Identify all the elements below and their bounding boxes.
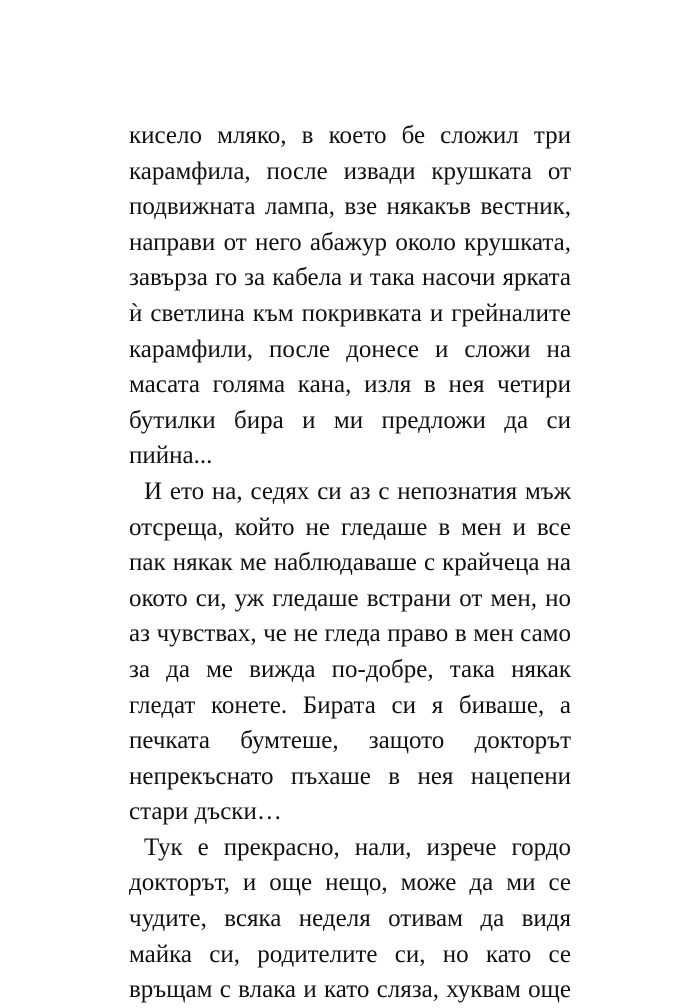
text-line: направи от него абажур около крушката, xyxy=(129,228,571,256)
text-line: бутилки бира и ми предложи да си xyxy=(129,406,571,434)
text-line: гледат конете. Бирата си я биваше, а xyxy=(129,691,571,719)
text-line: връщам с влака и като сляза, хуквам още xyxy=(129,976,571,1004)
text-line: подвижната лампа, взе някакъв вестник, xyxy=(129,193,571,221)
text-line: карамфила, после извади крушката от xyxy=(129,157,571,185)
text-line: окото си, уж гледаше встрани от мен, но xyxy=(129,584,571,612)
text-line: отсреща, който не гледаше в мен и все xyxy=(129,513,571,541)
text-line: за да ме вижда по-добре, така някак xyxy=(129,655,571,683)
text-line: пийна... xyxy=(129,442,213,470)
text-line: майка си, родителите си, но като се xyxy=(129,940,571,968)
text-line: завърза го за кабела и така насочи ярката xyxy=(129,264,571,292)
paragraph-first-line: И ето на, седях си аз с непознатия мъж xyxy=(144,477,571,505)
text-line: стари дъски… xyxy=(129,798,282,826)
text-line: карамфили, после донесе и сложи на xyxy=(129,335,571,363)
body-text xyxy=(129,118,571,1008)
paragraph-first-line: Тук е прекрасно, нали, изрече гордо xyxy=(144,833,571,861)
text-line: непрекъснато пъхаше в нея нацепени xyxy=(129,762,571,790)
text-line: пак някак ме наблюдаваше с крайчеца на xyxy=(129,549,571,577)
text-line: печката бумтеше, защото докторът xyxy=(129,727,571,755)
text-line: масата голяма кана, изля в нея четири xyxy=(129,371,571,399)
text-line: докторът, и още нещо, може да ми се xyxy=(129,869,571,897)
text-line: ѝ светлина към покривката и грейналите xyxy=(129,299,571,327)
text-line: аз чувствах, че не гледа право в мен само xyxy=(129,620,571,648)
text-line: чудите, всяка неделя отивам да видя xyxy=(129,905,571,933)
text-line: кисело мляко, в което бе сложил три xyxy=(129,122,571,149)
